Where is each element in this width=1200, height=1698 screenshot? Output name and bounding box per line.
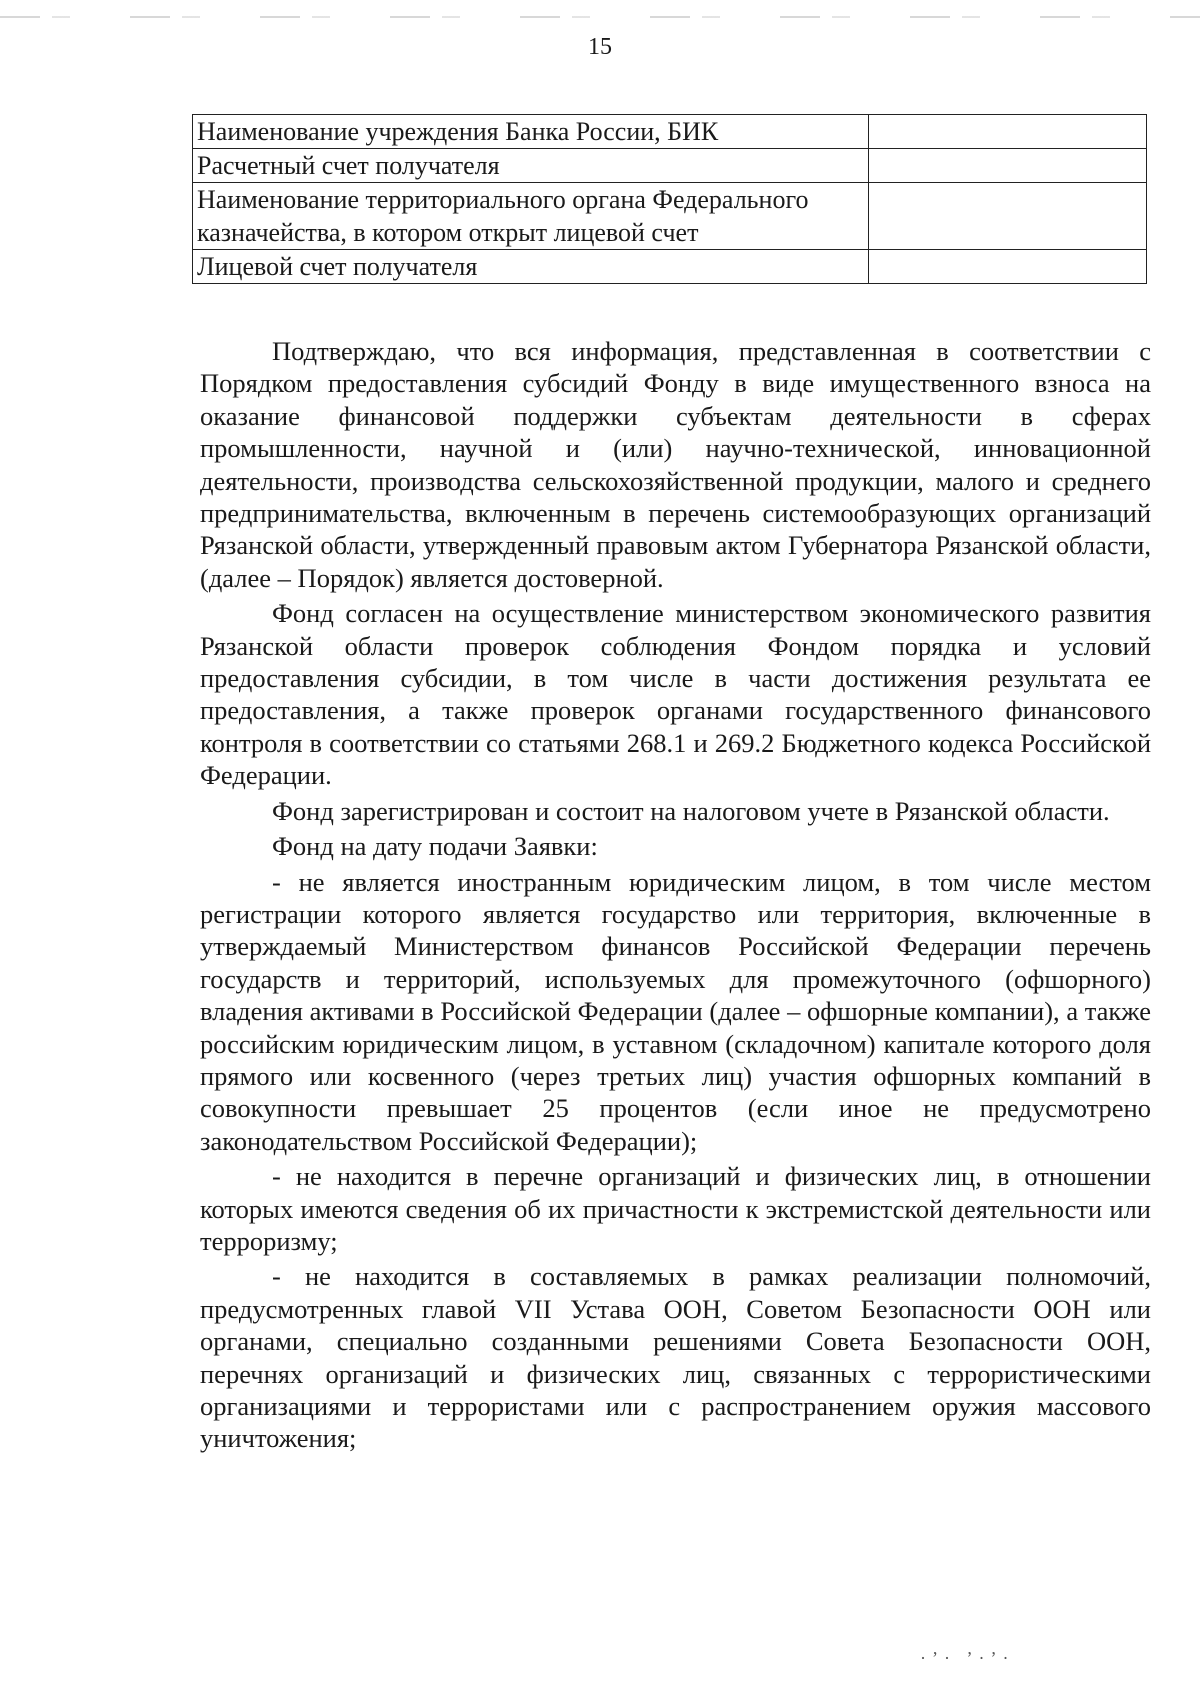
paragraph-confirmation: Подтверждаю, что вся информация, представленная в соответствии с Порядком предоставления субсидий Фонду в виде имущественного взноса на оказание финансовой поддержки субъектам деятельности в сферах промышленности, научной и (или) научно-технической, инновационной деятельности, производства сельскохозяйственной продукции, малого и среднего предпринимательства, включенным в перечень системообразующих организаций Рязанской области, утвержденный правовым актом Губернатора Рязанской области, (далее – Порядок) является достоверной. (200, 336, 1151, 593)
bank-details-table (192, 114, 1147, 284)
list-item-extremism: - не находится в перечне организаций и физических лиц, в отношении которых имеются сведения об их причастности к экстремистской деятельности или терроризму; (200, 1161, 1151, 1256)
table-row (193, 250, 1147, 284)
table-row (193, 183, 1147, 250)
page-number: 15 (588, 34, 612, 60)
table-cell-value (869, 115, 1147, 149)
scan-specks: ·ʼ· ʼ·ʼ· (920, 1648, 1015, 1668)
table-cell-label: Расчетный счет получателя (193, 149, 869, 183)
table-cell-value (869, 183, 1147, 250)
paragraph-consent: Фонд согласен на осуществление министерством экономического развития Рязанской области проверок соблюдения Фондом порядка и условий предоставления субсидии, в том числе в части достижения результата ее предоставления, а также проверок органами государственного финансового контроля в соответствии со статьями 268.1 и 269.2 Бюджетного кодекса Российской Федерации. (200, 598, 1151, 791)
table-cell-label: Наименование территориального органа Федерального казначейства, в котором открыт лицевой счет (193, 183, 869, 250)
paragraph-registration: Фонд зарегистрирован и состоит на налоговом учете в Рязанской области. (272, 795, 1110, 826)
table-cell-value (869, 250, 1147, 284)
paragraph-application-date: Фонд на дату подачи Заявки: (272, 831, 598, 862)
table-row (193, 149, 1147, 183)
table-row (193, 115, 1147, 149)
body-text (200, 335, 1151, 1458)
table-cell-label: Лицевой счет получателя (193, 250, 869, 284)
list-item-offshore: - не является иностранным юридическим лицом, в том числе местом регистрации которого является государство или территория, включенные в утверждаемый Министерством финансов Российской Федерации перечень государств и территорий, используемых для промежуточного (офшорного) владения активами в Российской Федерации (далее – офшорные компании), а также российским юридическим лицом, в уставном (складочном) капитале которого доля прямого или косвенного (через третьих лиц) участия офшорных компаний в совокупности превышает 25 процентов (если иное не предусмотрено законодательством Российской Федерации); (200, 866, 1151, 1156)
scan-artifact-line (0, 16, 1200, 18)
table-cell-value (869, 149, 1147, 183)
list-item-un-sanctions: - не находится в составляемых в рамках реализации полномочий, предусмотренных главой VII Устава ООН, Советом Безопасности ООН или органами, специально созданными решениями Совета Безопасности ООН, перечнях организаций и физических лиц, связанных с террористическими организациями и террористами или с распространением оружия массового уничтожения; (200, 1261, 1151, 1454)
table-cell-label: Наименование учреждения Банка России, БИК (193, 115, 869, 149)
